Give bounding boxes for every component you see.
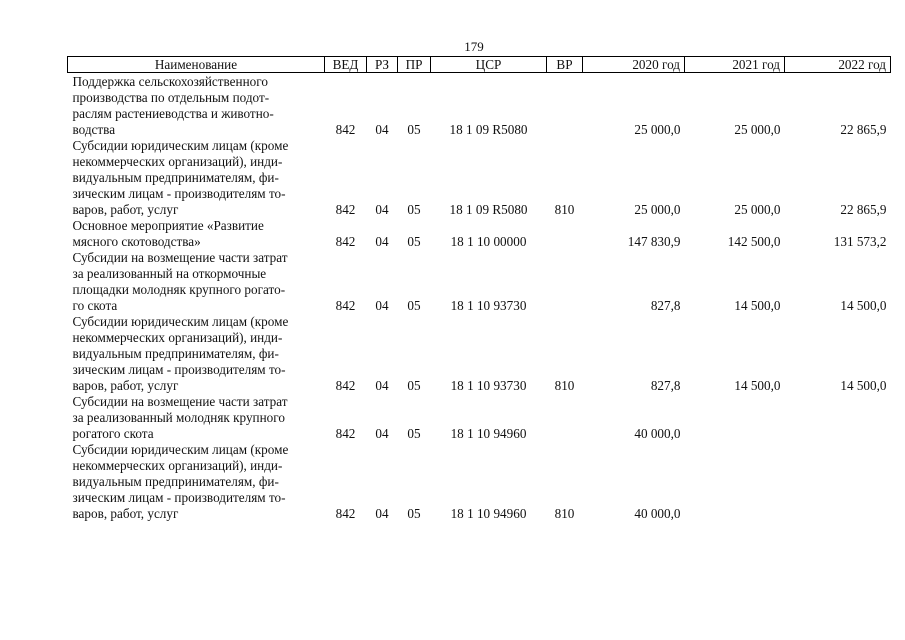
row-csr: 18 1 09 R5080 <box>449 122 528 137</box>
row-name: Основное мероприятие «Развитие мясного скотоводства» <box>72 218 264 249</box>
table-row <box>68 314 891 394</box>
row-name: Субсидии юридическим лицам (кроме некоммерческих организаций), инди- видуальным предпринимателям, фи- зическим лицам - производителям то- варов, работ, услуг <box>72 442 289 521</box>
row-vr <box>547 250 583 314</box>
header-pr: ПР <box>398 57 431 73</box>
row-2022-value: 22 865,9 <box>840 122 887 137</box>
row-name: Субсидии юридическим лицам (кроме некоммерческих организаций), инди- видуальным предпринимателям, фи- зическим лицам - производителям то- варов, работ, услуг <box>72 138 289 217</box>
row-name: Субсидии юридическим лицам (кроме некоммерческих организаций), инди- видуальным предпринимателям, фи- зическим лицам - производителям то- варов, работ, услуг <box>72 314 289 393</box>
row-vr: 810 <box>554 378 575 393</box>
row-2022-value: 22 865,9 <box>840 202 887 217</box>
row-ved: 842 <box>335 202 356 217</box>
header-name: Наименование <box>68 57 325 73</box>
row-ved: 842 <box>335 234 356 249</box>
row-2020-value: 40 000,0 <box>634 426 681 441</box>
row-2020-value: 147 830,9 <box>627 234 681 249</box>
row-pr: 05 <box>407 202 421 217</box>
row-2020-value: 25 000,0 <box>634 202 681 217</box>
row-csr: 18 1 10 93730 <box>450 298 527 313</box>
table-row <box>68 73 891 139</box>
table-row <box>68 250 891 314</box>
row-name: Субсидии на возмещение части затрат за реализованный молодняк крупного рогатого скота <box>72 394 288 441</box>
row-pr: 05 <box>407 426 421 441</box>
row-vr <box>547 73 583 139</box>
table-header <box>68 57 891 73</box>
row-pr: 05 <box>407 298 421 313</box>
row-vr: 810 <box>554 202 575 217</box>
row-rz: 04 <box>375 122 389 137</box>
row-rz: 04 <box>375 234 389 249</box>
table-row <box>68 218 891 250</box>
header-vr: ВР <box>547 57 583 73</box>
row-vr <box>547 218 583 250</box>
table-row <box>68 138 891 218</box>
row-pr: 05 <box>407 122 421 137</box>
budget-table <box>67 56 891 522</box>
row-2021-value: 25 000,0 <box>734 122 781 137</box>
page-number: 179 <box>464 39 484 54</box>
row-csr: 18 1 10 94960 <box>450 506 527 521</box>
header-csr: ЦСР <box>431 57 547 73</box>
row-2022-value <box>785 442 891 522</box>
row-rz: 04 <box>375 506 389 521</box>
row-name: Субсидии на возмещение части затрат за реализованный на откормочные площадки молодняк крупного рогато- го скота <box>72 250 288 313</box>
row-2020-value: 25 000,0 <box>634 122 681 137</box>
row-ved: 842 <box>335 122 356 137</box>
row-ved: 842 <box>335 426 356 441</box>
row-2021-value <box>685 394 785 442</box>
row-ved: 842 <box>335 506 356 521</box>
row-2020-value: 40 000,0 <box>634 506 681 521</box>
row-2021-value: 14 500,0 <box>734 378 781 393</box>
row-ved: 842 <box>335 298 356 313</box>
row-2020-value: 827,8 <box>650 378 681 393</box>
row-csr: 18 1 10 93730 <box>450 378 527 393</box>
row-csr: 18 1 10 94960 <box>450 426 527 441</box>
row-name: Поддержка сельскохозяйственного производства по отдельным подот- раслям растениеводства и животно- водства <box>72 74 274 137</box>
header-2022: 2022 год <box>785 57 891 73</box>
header-2021: 2021 год <box>685 57 785 73</box>
header-2020: 2020 год <box>583 57 685 73</box>
row-ved: 842 <box>335 378 356 393</box>
row-2020-value: 827,8 <box>650 298 681 313</box>
row-2022-value: 14 500,0 <box>840 378 887 393</box>
row-2021-value: 25 000,0 <box>734 202 781 217</box>
table-row <box>68 394 891 442</box>
row-csr: 18 1 09 R5080 <box>449 202 528 217</box>
row-2021-value: 142 500,0 <box>727 234 781 249</box>
row-vr <box>547 394 583 442</box>
row-rz: 04 <box>375 378 389 393</box>
row-rz: 04 <box>375 426 389 441</box>
header-ved: ВЕД <box>325 57 367 73</box>
row-pr: 05 <box>407 506 421 521</box>
row-pr: 05 <box>407 234 421 249</box>
table-body <box>68 73 891 523</box>
row-2022-value: 131 573,2 <box>833 234 887 249</box>
row-2021-value: 14 500,0 <box>734 298 781 313</box>
row-vr: 810 <box>554 506 575 521</box>
row-2022-value <box>785 394 891 442</box>
row-2021-value <box>685 442 785 522</box>
row-2022-value: 14 500,0 <box>840 298 887 313</box>
row-csr: 18 1 10 00000 <box>450 234 527 249</box>
row-pr: 05 <box>407 378 421 393</box>
row-rz: 04 <box>375 202 389 217</box>
header-rz: РЗ <box>367 57 398 73</box>
table-row <box>68 442 891 522</box>
row-rz: 04 <box>375 298 389 313</box>
